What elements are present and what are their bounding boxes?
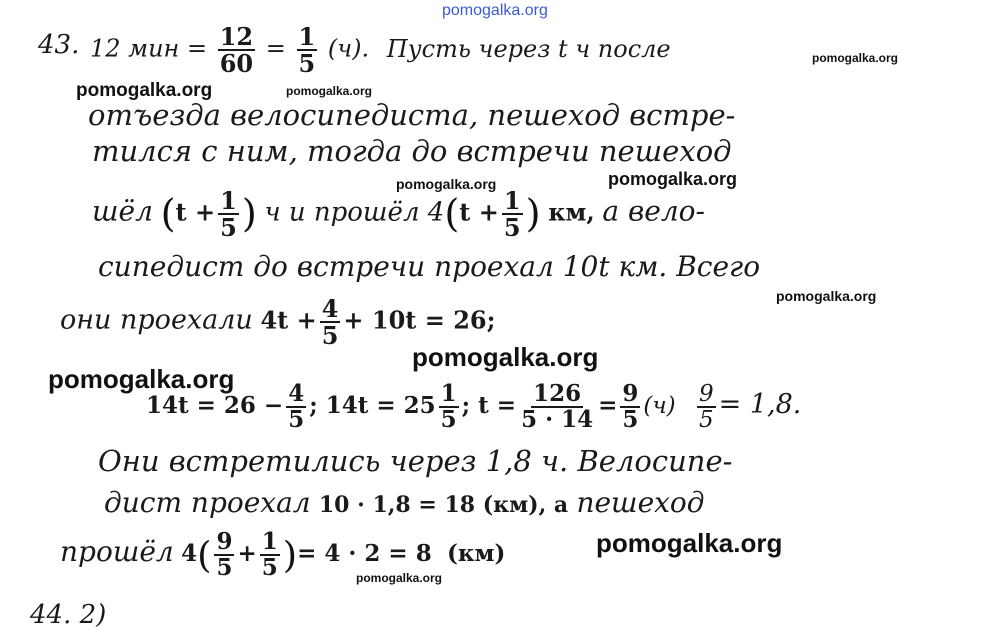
unit-hours: (ч) — [643, 393, 676, 420]
expr-t: ; t = — [461, 392, 517, 420]
watermark: pomogalka.org — [76, 80, 213, 101]
fraction-numerator: 9 — [216, 528, 233, 555]
fraction-numerator: 9 — [698, 381, 714, 407]
watermark: pomogalka.org — [48, 364, 235, 394]
watermark: pomogalka.org — [776, 288, 877, 304]
fraction-denominator: 60 — [219, 49, 254, 79]
paren-open: ( — [444, 191, 460, 237]
fraction-denominator: 5 — [503, 213, 521, 243]
line-6 — [60, 294, 496, 351]
line-9-start: дист проехал — [104, 486, 311, 519]
fraction-numerator: 1 — [220, 186, 237, 215]
fraction-1-5 — [297, 22, 318, 79]
expr-distance-cyclist: 10 · 1,8 = 18 (км), а — [318, 492, 569, 518]
paren-close: ) — [282, 533, 298, 577]
expr-14t-a: 14t = 26 − — [146, 392, 284, 420]
fraction-numerator: 126 — [533, 380, 582, 407]
paren-close: ) — [525, 191, 541, 237]
expr-14t-b: ; 14t = 25 — [309, 392, 436, 420]
watermark: pomogalka.org — [356, 571, 443, 585]
watermark: pomogalka.org — [396, 176, 497, 192]
line-4-end: а вело- — [602, 194, 705, 228]
fraction-denominator: 5 — [216, 554, 233, 582]
line-9 — [104, 486, 705, 519]
fraction-denominator: 5 — [440, 406, 457, 434]
expr-result-8: = 4 · 2 = 8 — [297, 540, 432, 568]
line-11-cutoff: 44. 2) — [30, 600, 107, 630]
t-plus: t + — [175, 197, 216, 227]
expr-4: 4 — [181, 540, 198, 568]
expr-4t: 4t + — [260, 305, 317, 335]
equals-sign: = — [265, 34, 286, 63]
result-1-8: = 1,8. — [718, 389, 802, 421]
fraction-126 — [519, 382, 595, 432]
line-10-start: прошёл — [60, 535, 174, 569]
fraction-4-5 — [286, 382, 306, 432]
line-8: Они встретились через 1,8 ч. Велосипе- — [98, 444, 733, 478]
line-2: отъезда велосипедиста, пешеход встре- — [88, 98, 736, 132]
fraction-9-5 — [214, 530, 234, 580]
fraction-1-5 — [502, 186, 523, 243]
watermark: pomogalka.org — [412, 342, 599, 372]
fraction-numerator: 4 — [321, 294, 339, 323]
watermark: pomogalka.org — [596, 528, 783, 558]
fraction-1-5 — [439, 382, 459, 432]
fraction-1-5 — [260, 530, 280, 580]
t-plus: t + — [459, 197, 499, 227]
paren-close: ) — [241, 191, 257, 237]
fraction-denominator: 5 — [298, 49, 316, 79]
fraction-1-5 — [218, 186, 239, 243]
equals-sign: = — [598, 392, 618, 420]
watermark: pomogalka.org — [812, 51, 899, 65]
watermark: pomogalka.org — [286, 84, 373, 98]
line-1-text: Пусть через t ч после — [386, 34, 671, 63]
fraction-9-5 — [620, 382, 640, 432]
fraction-numerator: 1 — [440, 380, 457, 407]
watermark-top: pomogalka.org — [442, 2, 548, 19]
fraction-numerator: 12 — [219, 22, 254, 51]
fraction-denominator: 5 — [261, 554, 278, 582]
fraction-numerator: 1 — [261, 528, 278, 555]
problem-number: 43. — [38, 30, 80, 60]
line-4-mid: ч и прошёл 4 — [264, 197, 445, 228]
fraction-denominator: 5 — [622, 406, 639, 434]
fraction-numerator: 9 — [622, 380, 639, 407]
fraction-denominator: 5 — [288, 406, 305, 434]
line-6-start: они проехали — [60, 304, 253, 336]
fraction-denominator: 5 · 14 — [521, 406, 594, 434]
plus-sign: + — [237, 540, 257, 568]
fraction-9-5-handwritten — [697, 382, 716, 432]
unit-km: км, — [548, 197, 595, 227]
fraction-denominator: 5 — [220, 213, 237, 243]
fraction-12-60 — [218, 22, 255, 79]
fraction-denominator: 5 — [321, 321, 339, 351]
fraction-numerator: 1 — [298, 22, 316, 51]
fraction-denominator: 5 — [698, 407, 714, 434]
fraction-4-5 — [320, 294, 341, 351]
fraction-numerator: 1 — [503, 186, 521, 215]
paren-open: ( — [160, 191, 176, 237]
line-4-start: шёл — [92, 194, 153, 228]
line-1 — [90, 22, 671, 79]
line-7 — [146, 382, 801, 432]
fraction-numerator: 4 — [288, 380, 305, 407]
unit-hours: (ч). — [327, 34, 370, 63]
line-3: тился с ним, тогда до встречи пешеход — [92, 134, 732, 168]
expr-10t: + 10t = 26; — [343, 305, 496, 335]
line-9-end: пешеход — [576, 486, 705, 519]
paren-open: ( — [197, 533, 212, 577]
line-4 — [92, 186, 705, 243]
line-5: сипедист до встречи проехал 10t км. Всего — [98, 250, 761, 283]
watermark: pomogalka.org — [608, 169, 738, 189]
unit-km: (км) — [447, 540, 506, 568]
line-1-start: 12 мин = — [90, 34, 208, 63]
